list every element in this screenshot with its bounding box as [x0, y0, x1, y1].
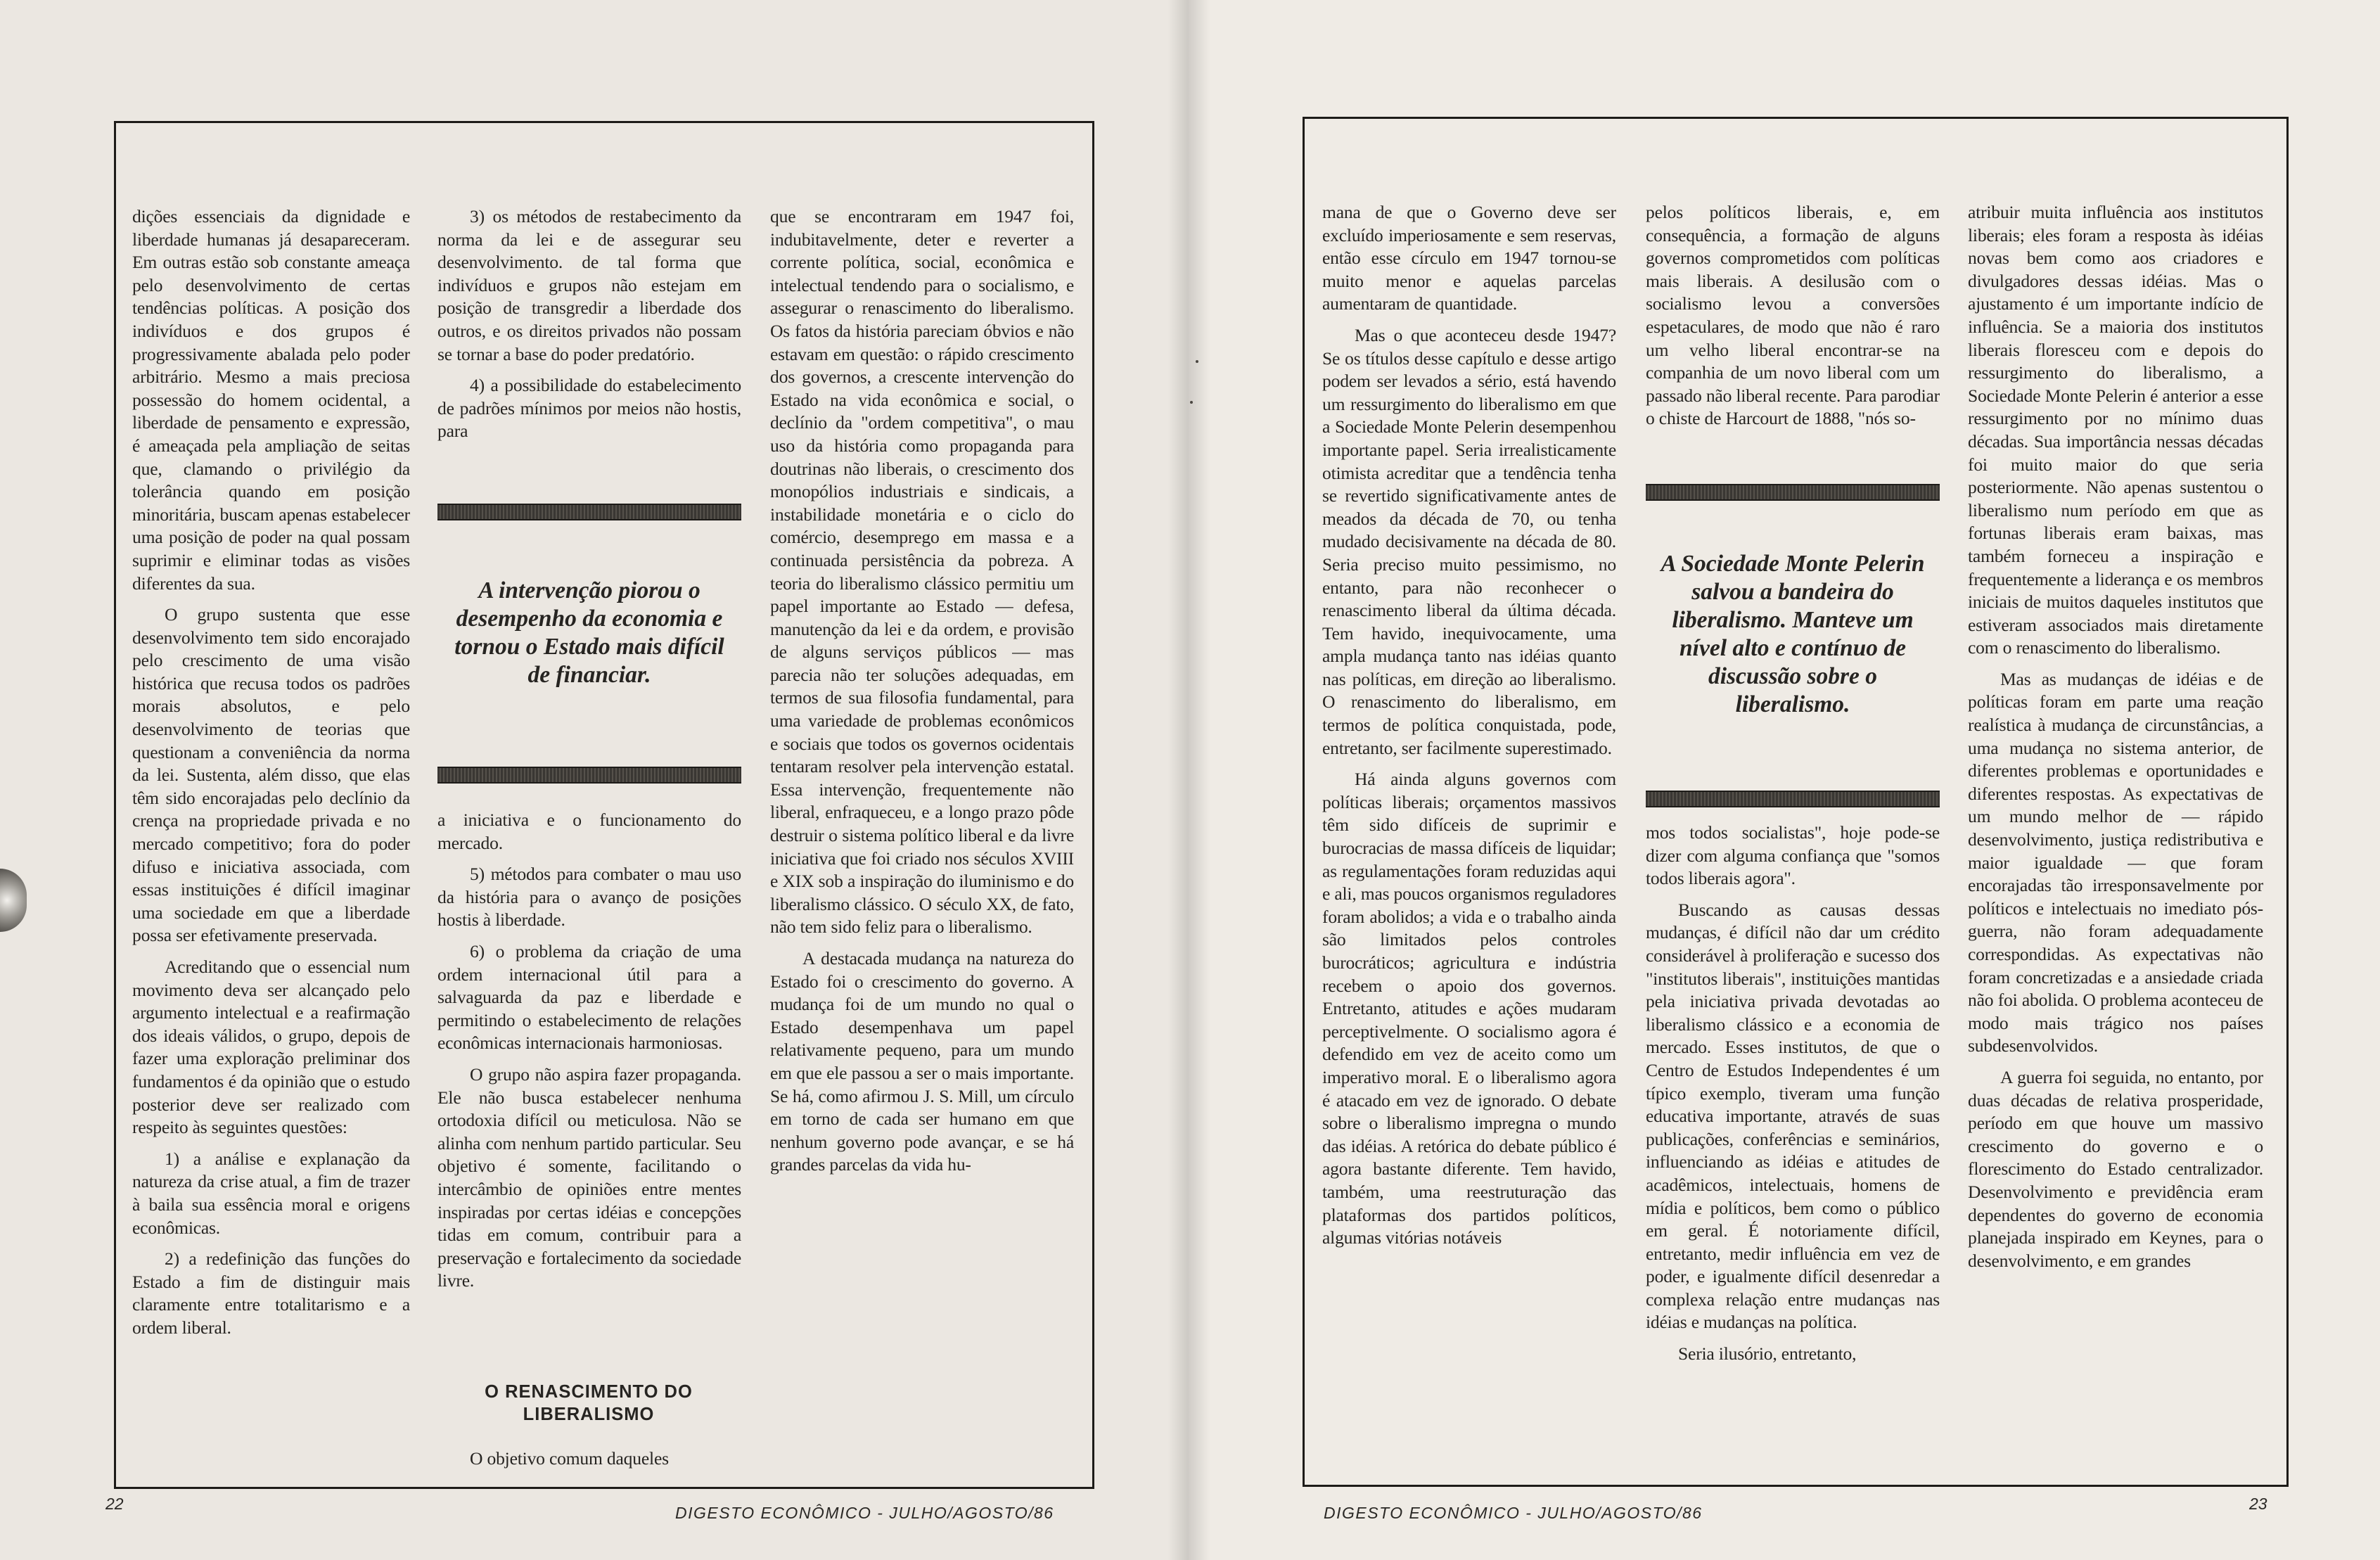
right-column-2: [1646, 201, 1940, 439]
paragraph: O objetivo comum daqueles: [470, 1448, 669, 1469]
decorative-rule: [1646, 791, 1940, 807]
left-column-1: [132, 205, 410, 1348]
left-column-2-end: [437, 1447, 741, 1479]
paragraph: 4) a possibilidade do estabelecimento de padrões mínimos por meios não hostis, para: [437, 375, 741, 442]
footer-left: DIGESTO ECONÔMICO - JULHO/AGOSTO/86: [675, 1504, 1054, 1522]
paragraph: atribuir muita influência aos institutos liberais; eles foram a resposta às idéias novas bem como aos criadores e divulgadores dessas idéias. Mas o ajustamento é um importante indício de influência. Se a maioria dos institutos liberais floresceu com e depois do ressurgimento do liberalismo, a Sociedade Monte Pelerin é anterior a esse ressurgimento por no mínimo duas décadas. Sua importância nessas décadas foi muito maior do que seria posteriormente. Não apenas sustentou o liberalismo num período em que as fortunas liberais eram baixas, mas também forneceu a inspiração e frequentemente a liderança e os membros iniciais de muitos daqueles institutos que estiveram associados mais diretamente com o renascimento do liberalismo.: [1968, 202, 2263, 658]
page-number-right: 23: [2249, 1495, 2267, 1513]
paragraph: Há ainda alguns governos com políticas liberais; orçamentos massivos têm sido difíceis de suprimir e burocracias de massa difíceis de liquidar; as regulamentações foram reduzidas aqui e ali, mas poucos organismos reguladores foram abolidos; a vida e o trabalho ainda são limitados pelos controles burocráticos; agricultura e indústria recebem o apoio dos governos. Entretanto, atitudes e ações mudaram perceptivelmente. O socialismo agora é defendido em vez de aceito como um imperativo moral. E o liberalismo agora é atacado em vez de ignorado. O debate sobre o liberalismo impregna o mundo das idéias. A retórica do debate público é agora bastante diferente. Tem havido, também, uma reestruturação das plataformas dos partidos políticos, algumas vitórias notáveis: [1322, 769, 1616, 1248]
paragraph: dições essenciais da dignidade e liberdade humanas já desapareceram. Em outras estão sob constante ameaça pelo desenvolvimento de certas tendências políticas. A posição dos indivíduos e dos grupos é progressivamente abalada pelo poder arbitrário. Mesmo a mais preciosa possessão do homem ocidental, a liberdade de pensamento e expressão, é ameaçada pela ampliação de seitas que, clamando o privilégio da tolerância quando em posição minoritária, buscam apenas estabelecer uma posição de poder na qual possam suprimir e eliminar todas as visões diferentes da sua.: [132, 206, 410, 594]
paragraph: pelos políticos liberais, e, em consequência, a formação de alguns governos comprometidos com políticas mais liberais. A desilusão com o socialismo levou a conversões espetaculares, de modo que não é raro um velho liberal encontrar-se na companhia de um novo liberal com um passado não liberal recente. Para parodiar o chiste de Harcourt de 1888, "nós so-: [1646, 202, 1940, 429]
paper-speck: [1196, 360, 1198, 363]
paragraph: a iniciativa e o funcionamento do mercado.: [437, 810, 741, 853]
paragraph: A destacada mudança na natureza do Estado foi o crescimento do governo. A mudança foi de um mundo no qual o Estado desempenhava um papel relativamente pequeno, para um mundo em que ele passou a ser o mais importante. Se há, como afirmou J. S. Mill, um círculo em torno de cada ser humano em que nenhum governo pode avançar, e se há grandes parcelas da vida hu-: [770, 948, 1074, 1175]
left-column-2: [437, 205, 741, 452]
paragraph: mos todos socialistas", hoje pode-se dizer com alguma confiança que "somos todos liberais agora".: [1646, 822, 1940, 889]
decorative-rule: [437, 504, 741, 520]
right-column-3: [1968, 201, 2263, 1281]
paragraph: A guerra foi seguida, no entanto, por duas décadas de relativa prosperidade, período em que houve um massivo crescimento do governo e o florescimento do Estado centralizador. Desenvolvimento e previdência eram dependentes do governo de economia planejada inspirado em Keynes, para o desenvolvimento, e em grandes: [1968, 1066, 2263, 1271]
paragraph: Mas as mudanças de idéias e de políticas foram em parte uma reação realística à mudança de circunstâncias, a uma mudança no sistema anterior, de diferentes problemas e oportunidades e diferentes respostas. As expectativas de um mundo melhor de — rápido desenvolvimento, justiça redistributiva e maior igualdade — que foram encorajadas tão irresponsavelmente por políticos e intelectuais no imediato pós-guerra, não foram adequadamente correspondidas. As expectativas não foram concretizadas e a ansiedade criada não foi abolida. O problema aconteceu de modo mais trágico nos países subdesenvolvidos.: [1968, 668, 2263, 1056]
paragraph: mana de que o Governo deve ser excluído imperiosamente e sem reservas, então esse círculo em 1947 tornou-se muito menor e aquelas parcelas aumentaram de quantidade.: [1322, 202, 1616, 314]
decorative-rule: [437, 767, 741, 784]
right-column-2-continued: [1646, 821, 1940, 1374]
paragraph: Seria ilusório, entretanto,: [1678, 1343, 1857, 1364]
pull-quote: A intervenção piorou o desempenho da economia e tornou o Estado mais difícil de financiar.: [454, 577, 724, 688]
paragraph: 3) os métodos de restabecimento da norma da lei e de assegurar seu desenvolvimento. de tal forma que indivíduos e grupos não estejam em posição de transgredir a liberdade dos outros, e os direitos privados não possam se tornar a base do poder predatório.: [437, 206, 741, 364]
paragraph: Mas o que aconteceu desde 1947? Se os títulos desse capítulo e desse artigo podem ser levados a sério, está havendo um ressurgimento do liberalismo em que a Sociedade Monte Pelerin desempenhou importante papel. Seria irrealisticamente otimista acreditar que a tendência tenha se revertido significativamente antes de meados da década de 70, ou tenha mudado decisivamente na década de 80. Seria preciso muito pessimismo, no entanto, para não reconhecer o renascimento liberal da última década. Tem havido, inequivocamente, uma ampla mudança tanto nas idéias quanto nas políticas, em direção ao liberalismo. O renascimento do liberalismo, em termos de política conquistada, pode, entretanto, ser facilmente superestimado.: [1322, 324, 1616, 758]
left-column-2-continued: [437, 809, 741, 1301]
paragraph: 1) a análise e explanação da natureza da crise atual, a fim de trazer à baila sua essência moral e origens econômicas.: [132, 1148, 410, 1238]
book-gutter: [1167, 0, 1210, 1560]
paper-speck: [1190, 401, 1193, 404]
paragraph: Acreditando que o essencial num movimento deva ser alcançado pelo argumento intelectual e a reafirmação dos ideais válidos, o grupo, depois de fazer uma exploração preliminar dos fundamentos é da opinião que o estudo posterior deve ser realizado com respeito às seguintes questões:: [132, 957, 410, 1138]
paragraph: Buscando as causas dessas mudanças, é difícil não dar um crédito considerável à proliferação e sucesso dos "institutos liberais", instituições mantidas pela iniciativa privada devotadas ao liberalismo clássico e a economia de mercado. Esses institutos, de que o Centro de Estudos Independentes é um típico exemplo, tiveram uma função educativa importante, através de suas publicações, conferências e seminários, influenciando as idéias e atitudes de acadêmicos, intelectuais, homens de mídia e políticos, bem como o público em geral. É notoriamente difícil, entretanto, medir influência em vez de poder, e igualmente difícil desenredar a complexa relação entre mudanças nas idéias e mudanças na política.: [1646, 899, 1940, 1333]
left-column-3: [770, 205, 1074, 1185]
paragraph: 6) o problema da criação de uma ordem internacional útil para a salvaguarda da paz e liberdade e permitindo o estabelecimento de relações econômicas internacionais harmoniosas.: [437, 940, 741, 1054]
paragraph: 2) a redefinição das funções do Estado a fim de distinguir mais claramente entre totalitarismo e a ordem liberal.: [132, 1248, 410, 1338]
decorative-rule: [1646, 484, 1940, 501]
page-number-left: 22: [105, 1495, 124, 1513]
paragraph: 5) métodos para combater o mau uso da história para o avanço de posições hostis à liberdade.: [437, 864, 741, 931]
right-column-1: [1322, 201, 1616, 1258]
footer-right: DIGESTO ECONÔMICO - JULHO/AGOSTO/86: [1324, 1504, 1703, 1522]
paragraph: O grupo sustenta que esse desenvolvimento tem sido encorajado pelo crescimento de uma visão histórica que recusa todos os padrões morais absolutos, e pelo desenvolvimento de teorias que questionam a conveniência da norma da lei. Sustenta, além disso, que elas têm sido encorajadas pelo declínio da crença na propriedade privada e no mercado competitivo; fora do poder difuso e iniciativa associada, com essas instituições é difícil imaginar uma sociedade em que a liberdade possa ser efetivamente preservada.: [132, 604, 410, 946]
pull-quote: A Sociedade Monte Pelerin salvou a bandeira do liberalismo. Manteve um nível alto e contínuo de discussão sobre o liberalismo.: [1661, 551, 1925, 717]
section-heading: O RENASCIMENTO DO LIBERALISMO: [485, 1382, 693, 1424]
paragraph: O grupo não aspira fazer propaganda. Ele não busca estabelecer nenhuma ortodoxia difícil ou meticulosa. Não se alinha com nenhum partido particular. Seu objetivo é somente, facilitando o intercâmbio de opiniões entre mentes inspiradas por certas idéias e concepções tidas em comum, contribuir para a preservação e fortalecimento da sociedade livre.: [437, 1063, 741, 1291]
paragraph: que se encontraram em 1947 foi, indubitavelmente, deter e reverter a corrente política, social, econômica e intelectual tendendo para o socialismo, e assegurar o renascimento do liberalismo. Os fatos da história pareciam óbvios e não estavam em questão: o rápido crescimento dos governos, a crescente intervenção do Estado na vida econômica e social, o declínio da "ordem competitiva", o mau uso da história como propaganda para doutrinas não liberais, o crescimento dos monopólios industriais e sindicais, a instabilidade monetária e o ciclo do comércio, desemprego em massa e a continuada persistência da pobreza. A teoria do liberalismo clássico permitiu um papel importante ao Estado — defesa, manutenção da lei e da ordem, e provisão de alguns serviços públicos — mas parecia não ter soluções adequadas, em termos de sua filosofia fundamental, para uma variedade de problemas econômicos e sociais que todos os governos ocidentais tentaram resolver pela intervenção estatal. Essa intervenção, frequentemente não liberal, enfraqueceu, e a longo prazo pôde destruir o sistema político liberal e da livre iniciativa que foi criado nos séculos XVIII e XIX sob a inspiração do iluminismo e do liberalismo clássico. O século XX, de fato, não tem sido feliz para o liberalismo.: [770, 206, 1074, 938]
